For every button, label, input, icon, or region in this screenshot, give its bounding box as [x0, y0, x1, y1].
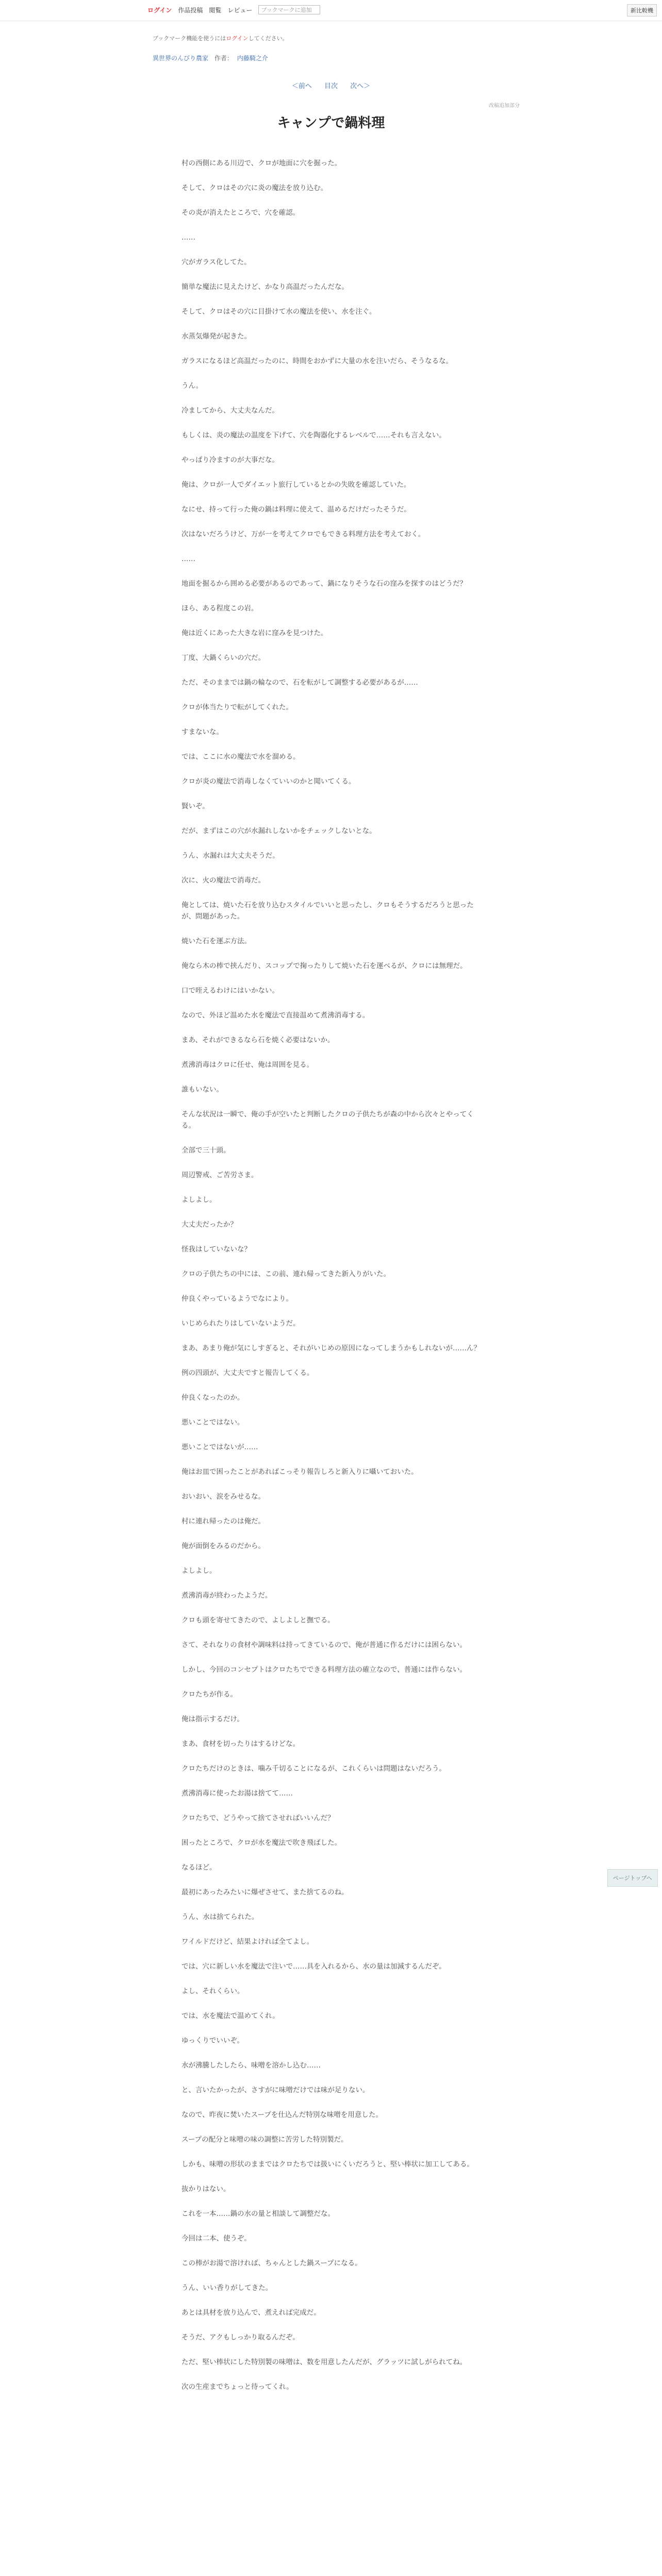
body-paragraph: ほら、ある程度この岩。 [181, 604, 258, 613]
body-paragraph: ゆっくりでいいぞ。 [181, 2037, 244, 2045]
body-paragraph: 俺は近くにあった大きな岩に窪みを見つけた。 [181, 629, 328, 637]
body-paragraph: 冷ましてから、大丈夫なんだ。 [181, 406, 279, 415]
body-paragraph: いじめられたりはしていないようだ。 [181, 1319, 300, 1328]
body-paragraph: うん。 [181, 382, 203, 390]
body-paragraph: 水が沸騰したしたら、味噌を溶かし込む…… [181, 2061, 321, 2070]
body-paragraph: うん、水は捨てられた。 [181, 1913, 259, 1921]
body-paragraph: しかし、今回のコンセプトはクロたちでできる料理方法の確立なので、普通には作らない。 [181, 1666, 467, 1674]
body-paragraph: まあ、それができるなら石を焼く必要はないか。 [181, 1036, 335, 1044]
body-paragraph: 周辺警戒、ご苦労さま。 [181, 1171, 258, 1179]
body-paragraph: 俺としては、焼いた石を放り込むスタイルでいいと思ったし、クロもそうするだろうと思ったが、問題があった。 [181, 901, 474, 921]
hint-login-link[interactable]: ログイン [226, 35, 249, 42]
body-paragraph: 口で咥えるわけにはいかない。 [181, 987, 279, 995]
body-paragraph: 次の生産までちょっと待ってくれ。 [181, 2383, 293, 2391]
body-paragraph: 最初にあったみたいに爆ぜさせて、また捨てるのね。 [181, 1888, 349, 1896]
login-link[interactable]: ログイン [147, 6, 172, 14]
body-paragraph: しかも、味噌の形状のままではクロたちでは扱いにくいだろうと、堅い棒状に加工してある。 [181, 2160, 474, 2168]
series-link[interactable]: 異世界のんびり農家 [153, 55, 209, 62]
next-link[interactable]: 次へ＞ [350, 82, 371, 90]
body-paragraph: まあ、あまり俺が気にしすぎると、それがいじめの原因になってしまうかもしれないが……ん？ [181, 1344, 481, 1352]
author-link[interactable]: 内藤騎之介 [237, 55, 268, 62]
compare-button[interactable]: 新比較機 [627, 4, 657, 16]
body-paragraph: よしよし。 [181, 1567, 217, 1575]
body-paragraph: 賢いぞ。 [181, 802, 209, 810]
search-input[interactable]: ブックマークに追加 [258, 5, 320, 14]
body-paragraph: 煮沸消毒が終わったようだ。 [181, 1591, 272, 1600]
body-paragraph: なので、外ほど温めた水を魔法で直接温めて煮沸消毒する。 [181, 1011, 370, 1020]
bookmark-hint [153, 34, 288, 42]
body-paragraph: おいおい、涙をみせるな。 [181, 1493, 265, 1501]
hint-after: してください。 [248, 35, 288, 42]
body-paragraph: クロたちが作る。 [181, 1690, 237, 1699]
body-paragraph: 抜かりはない。 [181, 2185, 230, 2193]
body-paragraph: よし、それくらい。 [181, 1987, 244, 1995]
body-paragraph: この棒がお湯で溶ければ、ちゃんとした鍋スープになる。 [181, 2259, 362, 2267]
body-paragraph: うん、いい香りがしてきた。 [181, 2284, 273, 2292]
top-bar [0, 0, 662, 21]
body-paragraph: 大丈夫だったか？ [181, 1221, 237, 1229]
hint-before: ブックマーク機能を使うには [153, 35, 226, 42]
body-paragraph: クロが体当たりで転がしてくれた。 [181, 703, 293, 711]
body-paragraph: 今回は二本、使うぞ。 [181, 2234, 251, 2243]
body-paragraph: 俺はお皿で困ったことがあればこっそり報告しろと新入りに囁いておいた。 [181, 1468, 418, 1476]
body-paragraph: 全部で三十頭。 [181, 1146, 230, 1155]
body-paragraph: 次はないだろうけど、万が一を考えてクロでもできる料理方法を考えておく。 [181, 530, 425, 538]
body-paragraph: クロが炎の魔法で消毒しなくていいのかと聞いてくる。 [181, 777, 356, 786]
body-paragraph: では、穴に新しい水を魔法で注いで……具を入れるから、水の量は加減するんだぞ。 [181, 1962, 446, 1971]
page-top-button[interactable]: ページトップへ [607, 1869, 658, 1887]
body-paragraph: まあ、食材を切ったりはするけどな。 [181, 1740, 300, 1748]
body-paragraph: ただ、堅い棒状にした特別製の味噌は、数を用意したんだが、グラッツに試しがられてね。 [181, 2358, 467, 2366]
toc-link[interactable]: 目次 [324, 82, 338, 90]
body-paragraph: 丁度、大鍋くらいの穴だ。 [181, 654, 265, 662]
body-paragraph: その炎が消えたところで、穴を確認。 [181, 209, 300, 217]
body-paragraph: 誰もいない。 [181, 1086, 223, 1094]
author-label: 作者： [214, 55, 233, 62]
body-paragraph: 焼いた石を運ぶ方法。 [181, 937, 251, 945]
body-paragraph: そんな状況は一瞬で、俺の手が空いたと判断したクロの子供たちが森の中から次々とやってくる。 [181, 1110, 474, 1130]
body-paragraph: 村に連れ帰ったのは俺だ。 [181, 1517, 265, 1526]
body-paragraph: そうだ、アクもしっかり取るんだぞ。 [181, 2333, 300, 2342]
body-paragraph: 穴がガラス化してた。 [181, 258, 251, 266]
browse-link[interactable]: 閲覧 [209, 6, 222, 14]
body-paragraph: 悪いことではないが…… [181, 1443, 258, 1451]
body-paragraph: やっぱり冷ますのが大事だな。 [181, 456, 279, 464]
body-paragraph: あとは具材を放り込んで、煮えれば完成だ。 [181, 2309, 321, 2317]
body-paragraph: クロたちだけのときは、噛み千切ることになるが、これくらいは問題はないだろう。 [181, 1765, 446, 1773]
body-paragraph: クロも頭を寄せてきたので、よしよしと撫でる。 [181, 1616, 335, 1624]
body-paragraph: …… [181, 555, 195, 563]
body-paragraph: なので、昨夜に焚いたスープを仕込んだ特別な味噌を用意した。 [181, 2111, 383, 2119]
body-paragraph: 仲良くなったのか。 [181, 1394, 244, 1402]
top-nav [147, 5, 320, 14]
body-paragraph: もしくは、炎の魔法の温度を下げて、穴を陶器化するレベルで……それも言えない。 [181, 431, 446, 439]
body-paragraph: 地面を掘るから囲める必要があるのであって、鍋になりそうな石の窪みを探すのはどうだ？ [181, 580, 467, 588]
body-paragraph: 煮沸消毒はクロに任せ、俺は周囲を見る。 [181, 1061, 314, 1069]
body-paragraph: そして、クロはその穴に目掛けて水の魔法を使い、水を注ぐ。 [181, 308, 376, 316]
body-paragraph: なにせ、持って行った俺の鍋は料理に使えて、温めるだけだったそうだ。 [181, 505, 411, 514]
body-paragraph: 簡単な魔法に見えたけど、かなり高温だったんだな。 [181, 283, 349, 291]
body-paragraph: 例の四頭が、大丈夫ですと報告してくる。 [181, 1369, 314, 1377]
body-paragraph: さて、それなりの食材や調味料は持ってきているので、俺が普通に作るだけには困らない。 [181, 1641, 467, 1649]
body-paragraph: と、言いたかったが、さすがに味噌だけでは味が足りない。 [181, 2086, 370, 2094]
body-paragraph: よしよし。 [181, 1196, 217, 1204]
prev-link[interactable]: ＜前へ [291, 82, 312, 90]
revision-note: 改稿追加部分 [489, 103, 520, 109]
breadcrumb [153, 54, 272, 62]
review-link[interactable]: レビュー [227, 6, 253, 14]
body-paragraph: なるほど。 [181, 1863, 217, 1872]
body-paragraph: うん、水漏れは大丈夫そうだ。 [181, 852, 279, 860]
chapter-nav [0, 80, 662, 90]
body-paragraph: クロの子供たちの中には、この前、連れ帰ってきた新入りがいた。 [181, 1270, 390, 1278]
chapter-body [181, 158, 484, 2406]
body-paragraph: では、水を魔法で温めてくれ。 [181, 2012, 279, 2020]
body-paragraph: 俺なら木の棒で挟んだり、スコップで掬ったりして焼いた石を運べるが、クロには無理だ。 [181, 962, 467, 970]
body-paragraph: そして、クロはその穴に炎の魔法を放り込む。 [181, 184, 328, 192]
body-paragraph: だが、まずはこの穴が水漏れしないかをチェックしないとな。 [181, 827, 376, 835]
body-paragraph: すまないな。 [181, 728, 223, 736]
body-paragraph: 仲良くやっているようでなにより。 [181, 1295, 293, 1303]
body-paragraph: ただ、そのままでは鍋の輪なので、石を転がして調整する必要があるが…… [181, 679, 418, 687]
body-paragraph: スープの配分と味噌の味の調整に苦労した特別製だ。 [181, 2136, 348, 2144]
body-paragraph: 煮沸消毒に使ったお湯は捨てて…… [181, 1789, 293, 1798]
body-paragraph: ワイルドだけど、結果よければ全てよし。 [181, 1938, 314, 1946]
body-paragraph: では、ここに水の魔法で水を溜める。 [181, 753, 300, 761]
body-paragraph: 悪いことではない。 [181, 1418, 244, 1427]
body-paragraph: クロたちで、どうやって捨てさせればいいんだ？ [181, 1814, 335, 1822]
body-paragraph: 俺は指示するだけ。 [181, 1715, 244, 1723]
body-paragraph: 水蒸気爆発が起きた。 [181, 332, 251, 341]
body-paragraph: 村の西側にある川辺で、クロが地面に穴を掘った。 [181, 159, 342, 167]
page-title: キャンプで鍋料理 [277, 115, 385, 131]
body-paragraph: ガラスになるほど高温だったのに、時間をおかずに大量の水を注いだら、そうなるな。 [181, 357, 453, 365]
body-paragraph: 俺が面倒をみるのだから。 [181, 1542, 265, 1550]
works-link[interactable]: 作品投稿 [178, 6, 203, 14]
body-paragraph: 困ったところで、クロが水を魔法で吹き飛ばした。 [181, 1839, 342, 1847]
body-paragraph: 怪我はしていないな？ [181, 1245, 251, 1253]
body-paragraph: 俺は、クロが一人でダイエット旅行しているとかの失敗を確認していた。 [181, 481, 411, 489]
body-paragraph: これを一本……鍋の水の量と相談して調整だな。 [181, 2210, 335, 2218]
body-paragraph: 次に、火の魔法で消毒だ。 [181, 876, 265, 885]
body-paragraph: …… [181, 233, 195, 242]
